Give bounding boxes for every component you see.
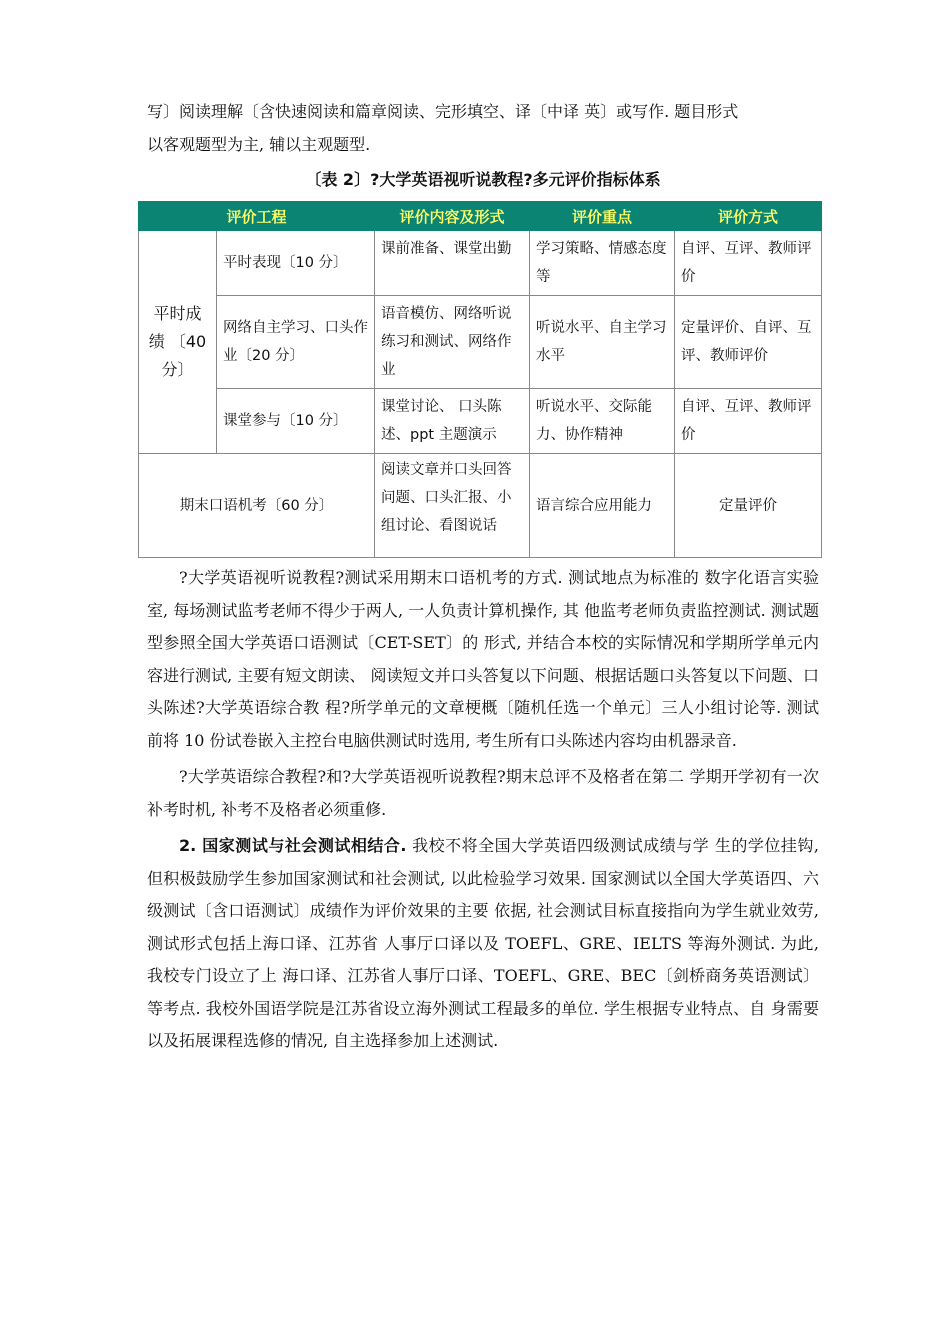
- header-item: 评价工程: [139, 202, 375, 231]
- row-method: 自评、互评、教师评价: [675, 231, 822, 296]
- row-content: 语音模仿、网络听说练习和测试、网络作业: [375, 296, 530, 389]
- paragraph-3-heading: 2. 国家测试与社会测试相结合.: [179, 836, 407, 855]
- row-item: 网络自主学习、口头作业〔20 分〕: [217, 296, 375, 389]
- table-row: [139, 296, 822, 389]
- header-content: 评价内容及形式: [375, 202, 530, 231]
- row-focus: 学习策略、情感态度等: [530, 231, 675, 296]
- table-row: [139, 454, 822, 558]
- table-row: [139, 231, 822, 296]
- row-focus: 听说水平、自主学习水平: [530, 296, 675, 389]
- row-focus: 听说水平、交际能力、协作精神: [530, 389, 675, 454]
- row-item: 平时表现〔10 分〕: [217, 231, 375, 296]
- paragraph-3: [147, 830, 819, 1058]
- final-content: 阅读文章并口头回答问题、口头汇报、小组讨论、看图说话: [381, 462, 512, 534]
- row-method: 自评、互评、教师评价: [675, 389, 822, 454]
- intro-line-1: 写〕阅读理解〔含快速阅读和篇章阅读、完形填空、译〔中译 英〕或写作. 题目形式: [147, 102, 739, 121]
- paragraph-2: ?大学英语综合教程?和?大学英语视听说教程?期末总评不及格者在第二 学期开学初有一次补考时机, 补考不及格者必须重修.: [147, 767, 819, 819]
- row-item: 课堂参与〔10 分〕: [217, 389, 375, 454]
- paragraph-3-body: 我校不将全国大学英语四级测试成绩与学 生的学位挂钩, 但积极鼓励学生参加国家测试和社会测试, 以此检验学习效果. 国家测试以全国大学英语四、六级测试〔含口语测试〕成绩作为评价效果的主要 依据, 社会测试目标直接指向为学生就业效劳, 测试形式包括上海口译、江苏省 人事厅口译以及 TOEFL、GRE、IELTS 等海外测试. 为此, 我校专门设立了上 海口译、江苏省人事厅口译、TOEFL、GRE、BEC〔剑桥商务英语测试〕等考点. 我校外国语学院是江苏省设立海外测试工程最多的单位. 学生根据专业特点、自 身需要以及拓展课程选修的情况, 自主选择参加上述测试.: [147, 836, 819, 1050]
- table-row: [139, 389, 822, 454]
- header-focus: 评价重点: [530, 202, 675, 231]
- evaluation-table: [138, 201, 822, 558]
- row-method: 定量评价、自评、互评、教师评价: [675, 296, 822, 389]
- row-content: 课前准备、课堂出勤: [375, 231, 530, 296]
- row-content: 课堂讨论、 口头陈述、ppt 主题演示: [375, 389, 530, 454]
- header-method: 评价方式: [675, 202, 822, 231]
- paragraph-1: ?大学英语视听说教程?测试采用期末口语机考的方式. 测试地点为标准的 数字化语言实验室, 每场测试监考老师不得少于两人, 一人负责计算机操作, 其 他监考老师负责监控测试. 测试题型参照全国大学英语口语测试〔CET-SET〕的 形式, 并结合本校的实际情况和学期所学单元内容进行测试, 主要有短文朗读、 阅读短文并口头答复以下问题、根据话题口头答复以下问题、口头陈述?大学英语综合教 程?所学单元的文章梗概〔随机任选一个单元〕三人小组讨论等. 测试前将 10 份试卷嵌入主控台电脑供测试时选用, 考生所有口头陈述内容均由机器录音.: [147, 568, 819, 750]
- final-focus: 语言综合应用能力: [530, 454, 675, 558]
- group-label: 平时成绩 〔40分〕: [139, 231, 217, 454]
- table-title: 〔表 2〕?大学英语视听说教程?多元评价指标体系: [305, 170, 661, 189]
- table-header-row: [139, 202, 822, 231]
- document-page: [147, 96, 819, 1058]
- final-item: 期末口语机考〔60 分〕: [139, 454, 375, 558]
- final-method: 定量评价: [675, 454, 822, 558]
- intro-line-2: 以客观题型为主, 辅以主观题型.: [147, 134, 371, 154]
